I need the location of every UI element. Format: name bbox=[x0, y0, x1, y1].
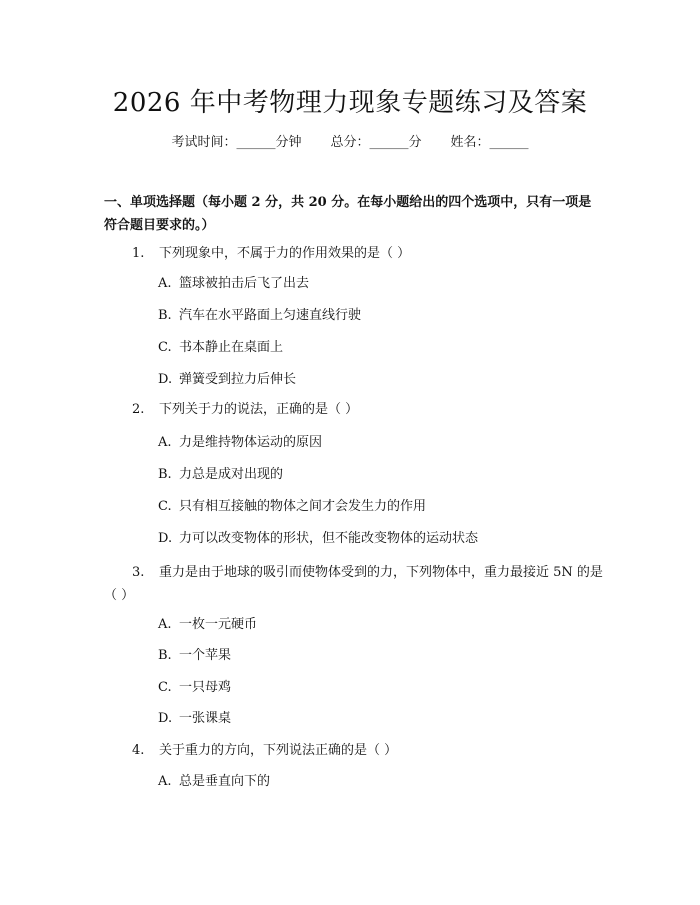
exam-info-line bbox=[0, 131, 700, 150]
option-letter: B. bbox=[158, 648, 172, 663]
option-item bbox=[158, 529, 598, 549]
option-letter: A. bbox=[158, 774, 172, 789]
option-item bbox=[158, 709, 598, 729]
option-item bbox=[158, 370, 598, 390]
option-letter: B. bbox=[158, 467, 172, 482]
option-text: 一个苹果 bbox=[179, 648, 232, 663]
option-text: 一张课桌 bbox=[179, 711, 232, 726]
question-number: 3. bbox=[132, 565, 145, 580]
option-item bbox=[158, 497, 598, 517]
time-blank: ______ bbox=[236, 135, 276, 150]
option-item bbox=[158, 274, 598, 294]
score-label: 总分： bbox=[330, 135, 370, 150]
time-label: 考试时间： bbox=[171, 135, 237, 150]
option-text: 汽车在水平路面上匀速直线行驶 bbox=[179, 308, 362, 323]
score-blank: ______ bbox=[369, 135, 409, 150]
option-text: 一枚一元硬币 bbox=[179, 617, 258, 632]
option-item bbox=[158, 433, 598, 453]
option-letter: D. bbox=[158, 372, 173, 387]
option-item bbox=[158, 678, 598, 698]
question-stem bbox=[104, 242, 614, 265]
score-unit: 分 bbox=[408, 135, 422, 150]
option-text: 力可以改变物体的形状，但不能改变物体的运动状态 bbox=[179, 531, 479, 546]
option-text: 弹簧受到拉力后伸长 bbox=[179, 372, 297, 387]
page-title: 2026 年中考物理力现象专题练习及答案 bbox=[112, 88, 588, 118]
option-letter: A. bbox=[158, 617, 172, 632]
option-item bbox=[158, 772, 598, 792]
question-number: 2. bbox=[132, 402, 145, 417]
option-letter: C. bbox=[158, 680, 172, 695]
time-unit: 分钟 bbox=[275, 135, 302, 150]
question-stem bbox=[104, 561, 614, 607]
name-blank: ______ bbox=[489, 135, 529, 150]
question-number: 1. bbox=[132, 246, 145, 261]
option-text: 书本静止在桌面上 bbox=[179, 340, 284, 355]
option-item bbox=[158, 615, 598, 635]
question-text: 重力是由于地球的吸引而使物体受到的力，下列物体中，重力最接近 5N 的是（ ） bbox=[104, 565, 603, 603]
option-letter: C. bbox=[158, 340, 172, 355]
question-stem bbox=[104, 739, 614, 762]
option-text: 篮球被拍击后飞了出去 bbox=[179, 276, 310, 291]
option-text: 力是维持物体运动的原因 bbox=[179, 435, 323, 450]
option-letter: A. bbox=[158, 276, 172, 291]
option-letter: D. bbox=[158, 711, 173, 726]
name-label: 姓名： bbox=[450, 135, 490, 150]
question-text: 关于重力的方向，下列说法正确的是（ ） bbox=[159, 743, 398, 758]
option-item bbox=[158, 306, 598, 326]
option-text: 总是垂直向下的 bbox=[179, 774, 271, 789]
question-stem bbox=[104, 398, 614, 421]
option-letter: A. bbox=[158, 435, 172, 450]
option-item bbox=[158, 338, 598, 358]
option-item bbox=[158, 465, 598, 485]
question-text: 下列关于力的说法，正确的是（ ） bbox=[159, 402, 359, 417]
option-letter: C. bbox=[158, 499, 172, 514]
option-letter: D. bbox=[158, 531, 173, 546]
option-text: 只有相互接触的物体之间才会发生力的作用 bbox=[179, 499, 427, 514]
option-item bbox=[158, 646, 598, 666]
option-text: 一只母鸡 bbox=[179, 680, 232, 695]
option-letter: B. bbox=[158, 308, 172, 323]
question-number: 4. bbox=[132, 743, 145, 758]
option-text: 力总是成对出现的 bbox=[179, 467, 284, 482]
section-heading: 一、单项选择题（每小题 2 分，共 20 分。在每小题给出的四个选项中，只有一项是符合题目要求的。） bbox=[104, 195, 592, 233]
question-text: 下列现象中，不属于力的作用效果的是（ ） bbox=[159, 246, 411, 261]
